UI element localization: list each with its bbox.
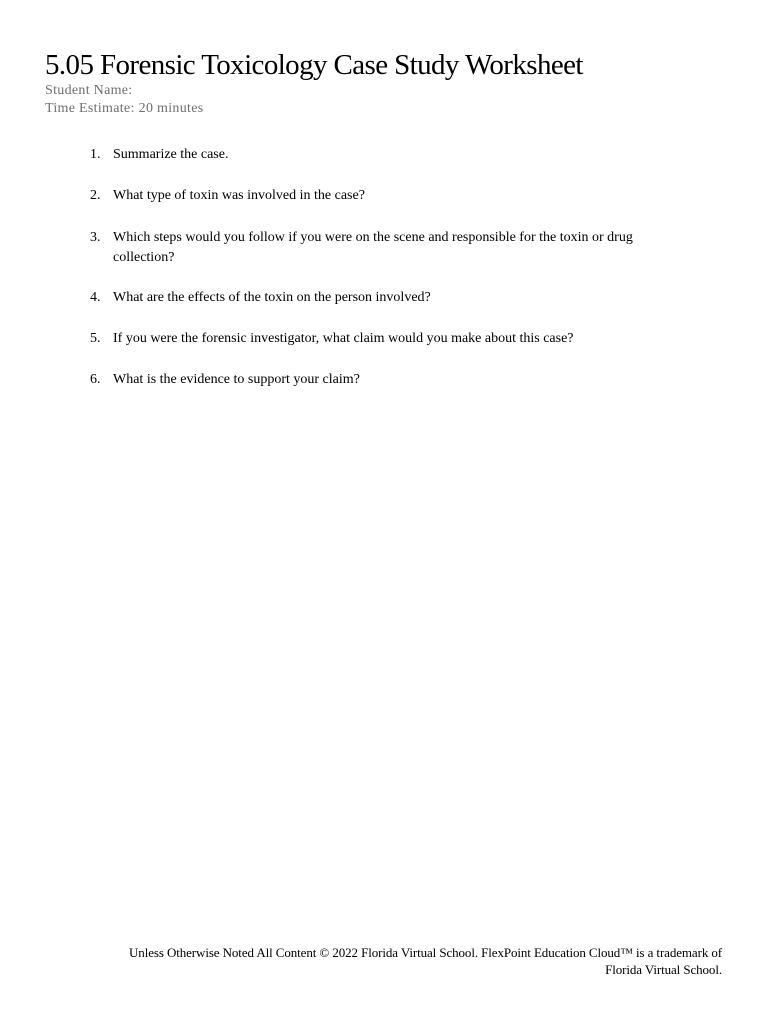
page-title: 5.05 Forensic Toxicology Case Study Worksheet: [45, 49, 583, 81]
question-text: What type of toxin was involved in the case?: [113, 188, 365, 203]
question-number: 4.: [90, 290, 101, 305]
time-estimate-value: 20 minutes: [138, 101, 204, 116]
question-number: 5.: [90, 331, 101, 346]
student-name-line: [45, 82, 133, 99]
question-text: What is the evidence to support your claim?: [113, 372, 360, 387]
footer-line-1: Unless Otherwise Noted All Content © 2022 Florida Virtual School. FlexPoint Education Cloud™ is a trademark of: [129, 945, 722, 960]
question-number: 1.: [90, 147, 101, 162]
student-name-label: Student Name:: [45, 83, 133, 98]
question-number: 3.: [90, 230, 101, 245]
footer-line-2: Florida Virtual School.: [605, 962, 722, 977]
time-estimate-label: Time Estimate:: [45, 101, 135, 116]
question-text: What are the effects of the toxin on the person involved?: [113, 290, 431, 305]
question-text: Summarize the case.: [113, 147, 229, 162]
question-text: Which steps would you follow if you were on the scene and responsible for the toxin or drug collection?: [113, 230, 633, 265]
copyright-footer: [62, 944, 722, 978]
question-number: 6.: [90, 372, 101, 387]
question-number: 2.: [90, 188, 101, 203]
question-text: If you were the forensic investigator, what claim would you make about this case?: [113, 331, 574, 346]
time-estimate-line: [45, 100, 203, 117]
